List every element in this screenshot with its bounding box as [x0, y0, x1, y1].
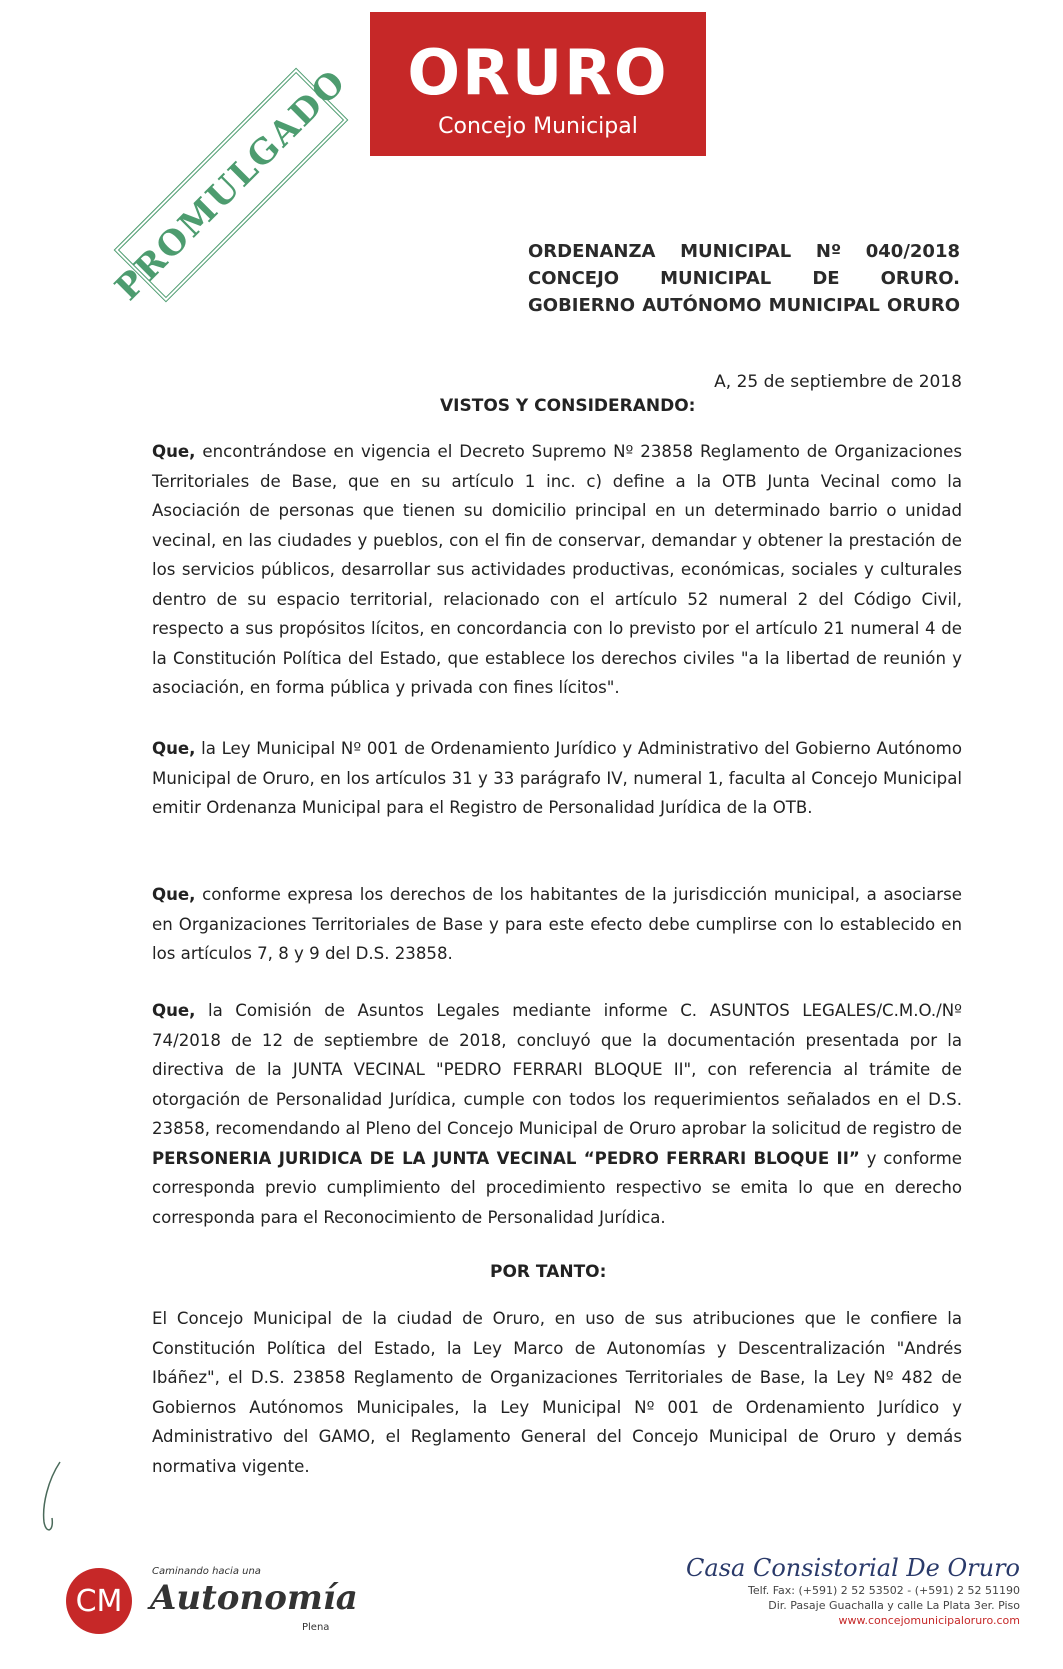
paragraph-2: [152, 734, 962, 823]
oruro-logo: [370, 12, 706, 156]
document-date: A, 25 de septiembre de 2018: [714, 372, 962, 392]
paragraph-1: [152, 437, 962, 703]
logo-title: ORURO: [407, 36, 669, 109]
paragraph-text-end: y conforme corresponda previo cumplimiento del procedimiento respectivo se emita lo que en derecho corresponda para el Reconocimiento de Personalidad Jurídica.: [152, 1148, 962, 1227]
title-line-2: CONCEJO MUNICIPAL DE ORURO.: [528, 268, 960, 289]
paragraph-lead: Que,: [152, 442, 196, 461]
cm-autonomia: Autonomía: [150, 1578, 358, 1618]
cm-plena: Plena: [302, 1622, 330, 1633]
cm-badge: CM: [66, 1568, 132, 1634]
paragraph-text: encontrándose en vigencia el Decreto Supremo Nº 23858 Reglamento de Organizaciones Territoriales de Base, que en su artículo 1 inc. c) define a la OTB Junta Vecinal como la Asociación de personas que tienen su domicilio principal en un determinado barrio o unidad vecinal, en las ciudades y pueblos, con el fin de conservar, demandar y obtener la prestación de los servicios públicos, desarrollar sus actividades productivas, económicas, sociales y culturales dentro de su espacio territorial, relacionado con el artículo 52 numeral 2 del Código Civil, respecto a sus propósitos lícitos, en concordancia con lo previsto por el artículo 21 numeral 4 de la Constitución Política del Estado, que establece los derechos civiles "a la libertad de reunión y asociación, en forma pública y privada con fines lícitos".: [152, 442, 962, 697]
ordinance-title-block: [528, 238, 960, 319]
logo-subtitle: Concejo Municipal: [438, 114, 638, 139]
casa-consistorial: Casa Consistorial De Oruro: [686, 1554, 1020, 1582]
heading-vistos: VISTOS Y CONSIDERANDO:: [440, 396, 696, 416]
paragraph-lead: Que,: [152, 1001, 196, 1020]
paragraph-5: El Concejo Municipal de la ciudad de Oruro, en uso de sus atribuciones que le confiere la Constitución Política del Estado, la Ley Marco de Autonomías y Descentralización "Andrés Ibáñez", el D.S. 23858 Reglamento de Organizaciones Territoriales de Base, la Ley Nº 482 de Gobiernos Autónomos Municipales, la Ley Municipal Nº 001 de Ordenamiento Jurídico y Administrativo del GAMO, el Reglamento General del Concejo Municipal de Oruro y demás normativa vigente.: [152, 1309, 962, 1476]
contact-website[interactable]: www.concejomunicipaloruro.com: [838, 1614, 1020, 1627]
contact-address: Dir. Pasaje Guachalla y calle La Plata 3er. Piso: [768, 1599, 1020, 1612]
paragraph-lead: Que,: [152, 739, 196, 758]
signature-mark: [38, 1460, 68, 1540]
title-line-3: GOBIERNO AUTÓNOMO MUNICIPAL ORURO: [528, 295, 960, 316]
paragraph-text: la Ley Municipal Nº 001 de Ordenamiento Jurídico y Administrativo del Gobierno Autónomo Municipal de Oruro, en los artículos 31 y 33 parágrafo IV, numeral 1, faculta al Concejo Municipal emitir Ordenanza Municipal para el Registro de Personalidad Jurídica de la OTB.: [152, 739, 962, 817]
paragraph-text: conforme expresa los derechos de los habitantes de la jurisdicción municipal, a asociarse en Organizaciones Territoriales de Base y para este efecto debe cumplirse con lo establecido en los artículos 7, 8 y 9 del D.S. 23858.: [152, 885, 962, 963]
promulgado-stamp: PROMULGADO: [107, 61, 355, 309]
paragraph-bold-phrase: PERSONERIA JURIDICA DE LA JUNTA VECINAL “PEDRO FERRARI BLOQUE II”: [152, 1148, 860, 1168]
paragraph-3: [152, 880, 962, 969]
cm-tagline: Caminando hacia una: [152, 1566, 261, 1577]
paragraph-4: [152, 996, 962, 1232]
heading-por-tanto: POR TANTO:: [490, 1262, 607, 1282]
paragraph-text: la Comisión de Asuntos Legales mediante informe C. ASUNTOS LEGALES/C.M.O./Nº 74/2018 de 12 de septiembre de 2018, concluyó que la documentación presentada por la directiva de la JUNTA VECINAL "PEDRO FERRARI BLOQUE II", con referencia al trámite de otorgación de Personalidad Jurídica, cumple con todos los requerimientos señalados en el D.S. 23858, recomendando al Pleno del Concejo Municipal de Oruro aprobar la solicitud de registro de: [152, 1001, 962, 1138]
title-line-1: ORDENANZA MUNICIPAL Nº 040/2018: [528, 241, 960, 262]
paragraph-lead: Que,: [152, 885, 196, 904]
contact-phone: Telf. Fax: (+591) 2 52 53502 - (+591) 2 52 51190: [747, 1584, 1020, 1597]
